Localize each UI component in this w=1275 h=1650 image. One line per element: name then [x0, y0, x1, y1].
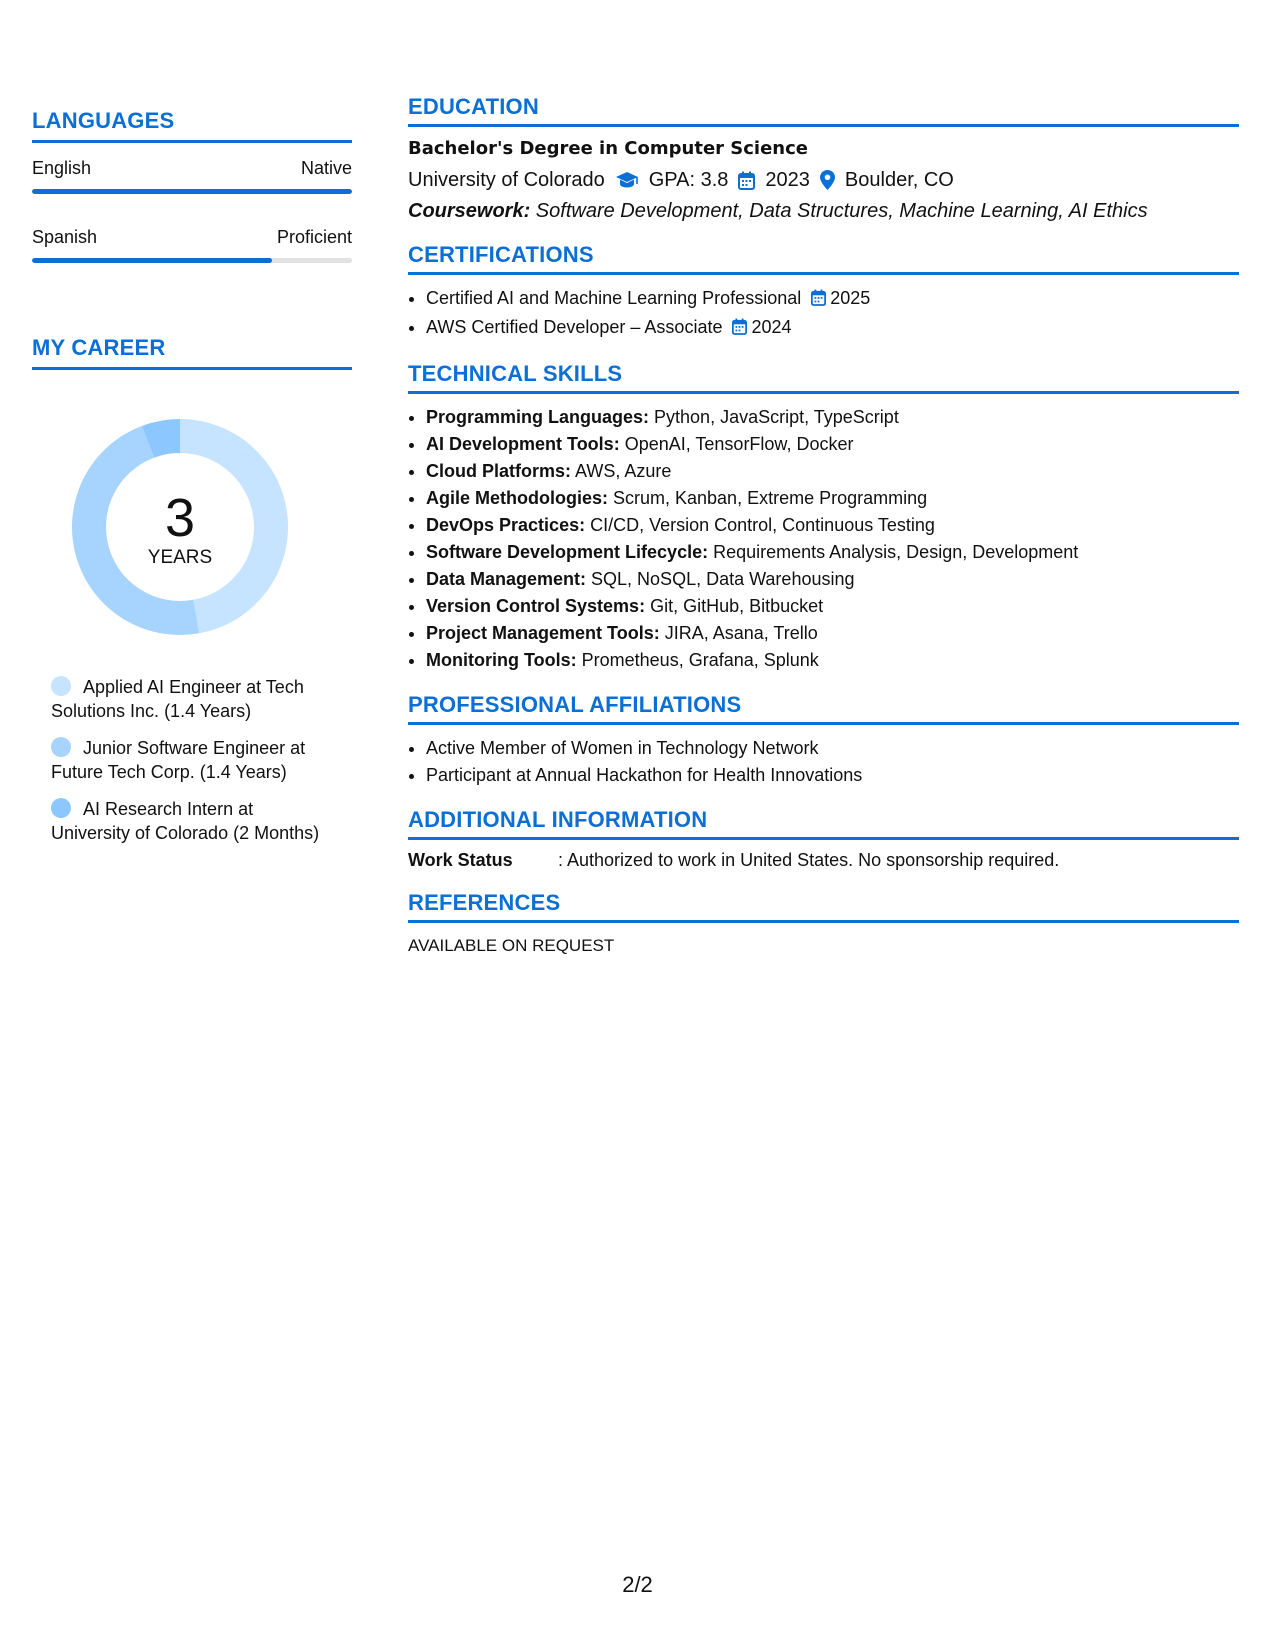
language-name: Spanish	[32, 227, 98, 247]
career-donut-chart	[66, 413, 294, 641]
calendar-icon	[811, 287, 826, 314]
additional-info-section	[408, 807, 1239, 872]
certification-year: 2025	[830, 288, 871, 308]
language-bar	[32, 189, 352, 194]
work-status-value: : Authorized to work in United States. No sponsorship required.	[558, 850, 1060, 870]
right-column	[408, 94, 1239, 975]
language-name: English	[32, 158, 92, 178]
list-item	[426, 285, 1239, 314]
career-heading: MY CAREER	[32, 335, 352, 370]
legend-item	[51, 736, 326, 784]
certifications-list	[408, 285, 1239, 343]
legend-label: Applied AI Engineer at Tech Solutions Inc. (1.4 Years)	[51, 677, 304, 721]
skill-value: Prometheus, Grafana, Splunk	[576, 650, 819, 670]
skill-label: Software Development Lifecycle:	[426, 542, 709, 562]
list-item	[426, 512, 1239, 539]
certification-year: 2024	[751, 317, 792, 337]
education-heading: EDUCATION	[408, 94, 1239, 127]
language-bar-fill	[32, 189, 352, 194]
skill-label: Programming Languages:	[426, 407, 650, 427]
coursework	[408, 198, 1239, 224]
language-level: Proficient	[276, 227, 352, 247]
list-item	[426, 620, 1239, 647]
list-item: • Active Member of Women in Technology Network	[426, 735, 1239, 762]
skill-label: Agile Methodologies:	[426, 488, 608, 508]
skills-heading: TECHNICAL SKILLS	[408, 361, 1239, 394]
additional-info-heading: ADDITIONAL INFORMATION	[408, 807, 1239, 840]
page-number: 2/2	[622, 1572, 653, 1597]
work-status-row	[408, 848, 1239, 872]
list-item	[426, 647, 1239, 674]
education-meta	[408, 167, 1239, 193]
legend-dot	[51, 676, 71, 696]
legend-label: AI Research Intern at University of Colorado (2 Months)	[51, 799, 320, 843]
certification-name: Certified AI and Machine Learning Professional	[426, 288, 802, 308]
language-bar	[32, 258, 352, 263]
calendar-icon	[738, 171, 755, 190]
school-location: Boulder, CO	[844, 169, 954, 191]
graduation-cap-icon	[615, 171, 639, 189]
skill-value: Scrum, Kanban, Extreme Programming	[608, 488, 928, 508]
list-item	[426, 539, 1239, 566]
left-column	[32, 108, 352, 858]
skill-value: CI/CD, Version Control, Continuous Testing	[585, 515, 935, 535]
career-years-unit: YEARS	[147, 547, 213, 568]
affiliations-section	[408, 692, 1239, 789]
skill-label: Project Management Tools:	[426, 623, 660, 643]
skill-label: Monitoring Tools:	[426, 650, 577, 670]
skill-value: Requirements Analysis, Design, Development	[708, 542, 1079, 562]
affiliations-heading: PROFESSIONAL AFFILIATIONS	[408, 692, 1239, 725]
language-level: Native	[300, 158, 352, 178]
language-row	[32, 226, 352, 263]
list-item	[426, 431, 1239, 458]
list-item	[426, 458, 1239, 485]
skills-section	[408, 361, 1239, 674]
skill-label: AI Development Tools:	[426, 434, 620, 454]
legend-item	[51, 675, 326, 723]
references-text: AVAILABLE ON REQUEST	[408, 936, 615, 955]
legend-label: Junior Software Engineer at Future Tech Corp. (1.4 Years)	[51, 738, 306, 782]
calendar-icon	[732, 316, 747, 343]
school-name: University of Colorado	[408, 169, 605, 191]
list-item	[426, 314, 1239, 343]
affiliations-list	[408, 735, 1239, 789]
skill-value: SQL, NoSQL, Data Warehousing	[586, 569, 855, 589]
career-years-number: 3	[164, 488, 196, 548]
list-item	[426, 485, 1239, 512]
language-row	[32, 157, 352, 194]
gpa: GPA: 3.8	[648, 169, 729, 191]
coursework-list: Software Development, Data Structures, Machine Learning, AI Ethics	[530, 200, 1148, 222]
certification-name: AWS Certified Developer – Associate	[426, 317, 723, 337]
skills-list	[408, 404, 1239, 674]
coursework-label: Coursework:	[408, 200, 531, 222]
skill-value: AWS, Azure	[571, 461, 672, 481]
map-pin-icon	[820, 170, 835, 190]
graduation-year: 2023	[765, 169, 810, 191]
list-item	[426, 593, 1239, 620]
donut-center	[66, 413, 294, 641]
skill-label: Cloud Platforms:	[426, 461, 572, 481]
legend-dot	[51, 737, 71, 757]
education-section	[408, 94, 1239, 224]
certifications-section	[408, 242, 1239, 343]
legend-dot	[51, 798, 71, 818]
skill-label: Data Management:	[426, 569, 587, 589]
skill-value: JIRA, Asana, Trello	[659, 623, 818, 643]
skill-label: DevOps Practices:	[426, 515, 586, 535]
career-legend	[51, 675, 326, 845]
language-bar-fill	[32, 258, 272, 263]
skill-value: OpenAI, TensorFlow, Docker	[619, 434, 854, 454]
certifications-heading: CERTIFICATIONS	[408, 242, 1239, 275]
references-section	[408, 890, 1239, 957]
skill-label: Version Control Systems:	[426, 596, 646, 616]
skill-value: Python, JavaScript, TypeScript	[649, 407, 899, 427]
list-item: • Participant at Annual Hackathon for Health Innovations	[426, 762, 1239, 789]
skill-value: Git, GitHub, Bitbucket	[645, 596, 824, 616]
list-item	[426, 404, 1239, 431]
degree-title: Bachelor's Degree in Computer Science	[408, 138, 808, 159]
list-item	[426, 566, 1239, 593]
languages-heading: LANGUAGES	[32, 108, 352, 143]
work-status-label: Work Status	[408, 850, 513, 870]
legend-item	[51, 797, 326, 845]
references-heading: REFERENCES	[408, 890, 1239, 923]
